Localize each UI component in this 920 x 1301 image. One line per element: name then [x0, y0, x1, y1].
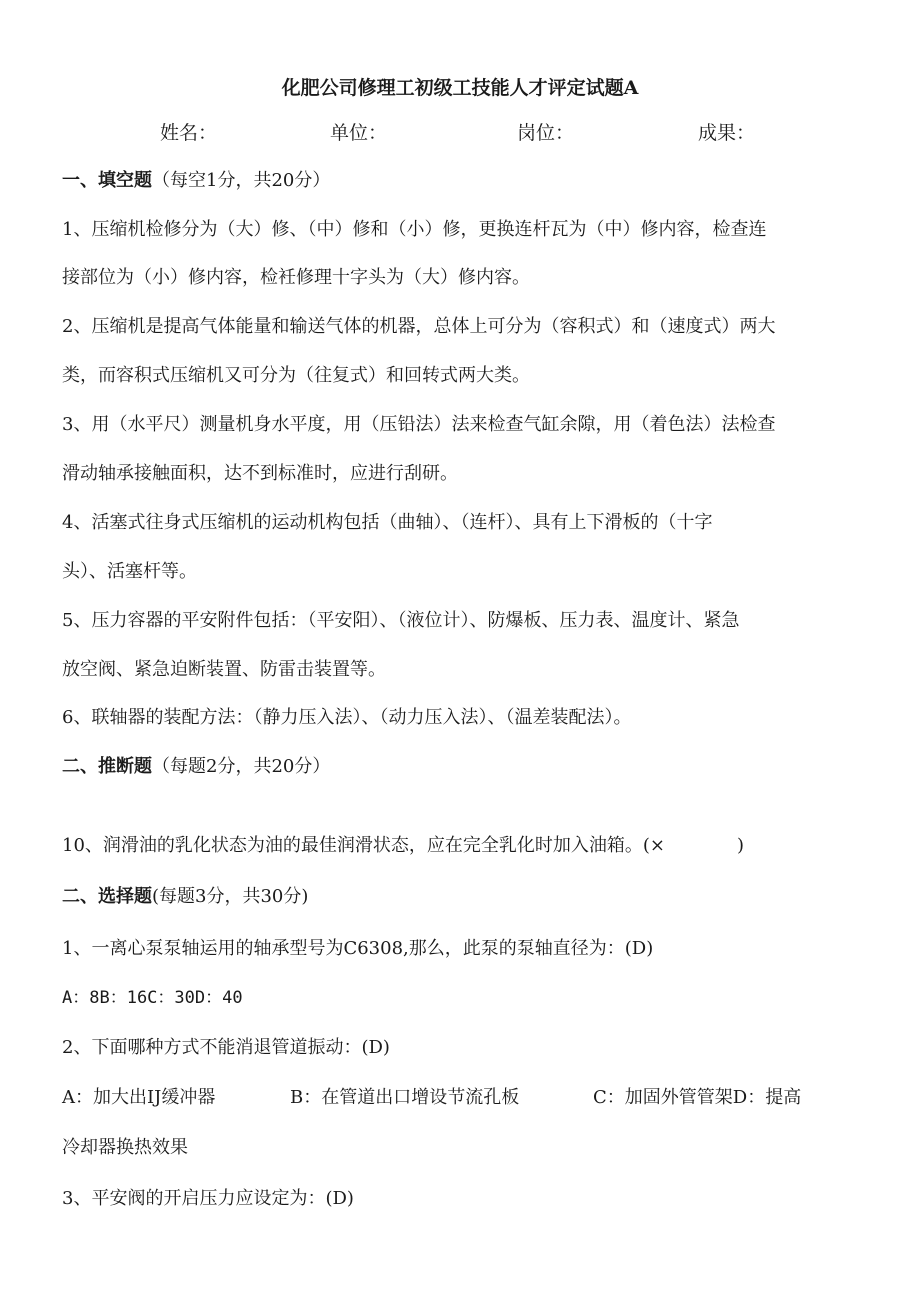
question-3-line-2: 滑动轴承接触面积，达不到标准时，应进行刮研。	[62, 463, 458, 484]
result-field-label: 成果：	[698, 122, 756, 144]
question-3-line-1: 3、用（水平尺）测量机身水平度，用（压铅法）法来检查气缸余隙，用（着色法）法检查	[62, 414, 776, 435]
question-4-line-1: 4、活塞式往身式压缩机的运动机构包括（曲轴）、（连杆）、具有上下滑板的（十字	[62, 512, 713, 533]
page-title: 化肥公司修理工初级工技能人才评定试题A	[281, 77, 639, 99]
question-6: 6、联轴器的装配方法：（静力压入法）、（动力压入法）、（温差装配法）。	[62, 707, 632, 728]
section-judgment-heading: 二、推断题（每题2分，共20分）	[62, 756, 331, 777]
question-4-line-2: 头）、活塞杆等。	[62, 561, 197, 582]
choice-question-2: 2、下面哪种方式不能消退管道振动：(D)	[62, 1037, 390, 1058]
question-1-line-1: 1、压缩机检修分为（大）修、（中）修和（小）修，更换连杆瓦为（中）修内容，检查连	[62, 219, 767, 240]
name-field-label: 姓名：	[160, 122, 218, 144]
choice-question-3: 3、平安阀的开启压力应设定为：(D)	[62, 1188, 354, 1209]
section-choice-heading: 二、选择题(每题3分，共30分)	[62, 886, 309, 907]
question-1-line-2: 接部位为（小）修内容，检衽修理十字头为（大）修内容。	[62, 267, 530, 288]
choice-question-2-option-c-d: C：加固外管管架D：提高	[593, 1087, 802, 1108]
choice-question-2-option-b: B：在管道出口增设节流孔板	[290, 1087, 520, 1108]
section-fill-in-heading: 一、填空题（每空1分，共20分）	[62, 170, 331, 191]
question-5-line-1: 5、压力容器的平安附件包括：（平安阳）、（液位计）、防爆板、压力表、温度计、紧急	[62, 610, 740, 631]
question-5-line-2: 放空阀、紧急迫断装置、防雷击装置等。	[62, 659, 386, 680]
question-2-line-1: 2、压缩机是提高气体能量和输送气体的机器，总体上可分为（容积式）和（速度式）两大	[62, 316, 776, 337]
unit-field-label: 单位：	[330, 122, 388, 144]
choice-question-1-options: A：8B：16C：30D：40	[62, 988, 243, 1008]
choice-question-1: 1、一离心泵泵轴运用的轴承型号为C6308,那么，此泵的泵轴直径为：(D)	[62, 938, 654, 959]
choice-question-2-option-a: A：加大出IJ缓冲器	[62, 1087, 216, 1108]
question-2-line-2: 类，而容积式压缩机又可分为（往复式）和回转式两大类。	[62, 365, 530, 386]
question-10: 10、润滑油的乳化状态为油的最佳润滑状态，应在完全乳化时加入油箱。(× )	[62, 835, 745, 856]
post-field-label: 岗位：	[517, 122, 575, 144]
choice-question-2-option-d-continued: 冷却器换热效果	[62, 1137, 188, 1158]
